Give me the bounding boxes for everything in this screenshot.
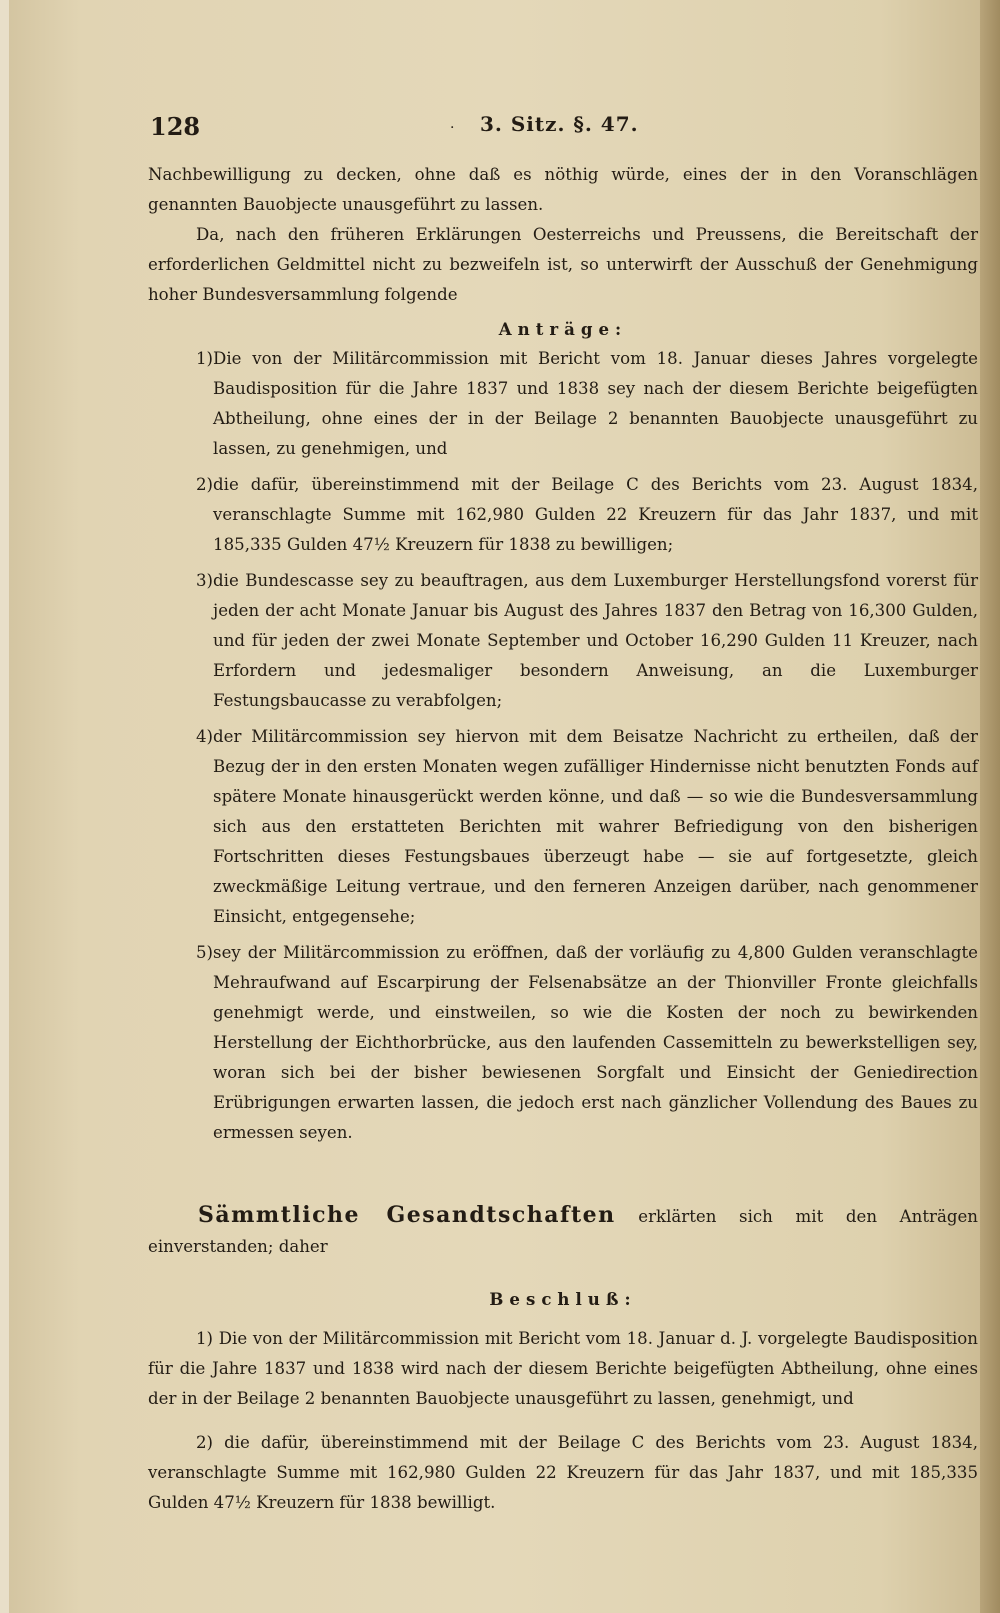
beschluss-item-2	[148, 1428, 978, 1518]
beschluss-number: 2)	[196, 1433, 214, 1452]
page-number: 128	[150, 112, 201, 141]
beschluss-number: 1)	[196, 1329, 214, 1348]
antrag-number: 4)	[196, 727, 214, 746]
antrag-item-1	[148, 344, 978, 464]
antrag-text: Die von der Militärcommission mit Bericht vom 18. Januar dieses Jahres vorgelegte Baudisposition für die Jahre 1837 und 1838 sey nach der diesem Berichte beigefügten Abtheilung, ohne eines der in der Beilage 2 benannten Bauobjecte unausgeführt zu lassen, zu genehmigen, und	[213, 349, 978, 458]
page-header	[150, 112, 850, 152]
antraege-list	[148, 344, 978, 1148]
header-separator: ·	[450, 120, 455, 136]
antrag-text: sey der Militärcommission zu eröffnen, daß der vorläufig zu 4,800 Gulden veranschlagte Mehraufwand auf Escarpirung der Felsenabsätze an der Thionviller Fronte gleichfalls genehmigt werde, und einstweilen, so wie die Kosten der noch zu bewirkenden Herstellung der Eichthorbrücke, aus den laufenden Cassemitteln zu bewerkstelligen sey, woran sich bei der bisher bewiesenen Sorgfalt und Einsicht der Geniedirection Erübrigungen erwarten lassen, die jedoch erst nach gänzlicher Vollendung des Baues zu ermessen seyen.	[213, 943, 978, 1142]
antrag-number: 2)	[196, 475, 214, 494]
antrag-item-5	[148, 938, 978, 1148]
beschluss-item-1	[148, 1324, 978, 1414]
antrag-number: 3)	[196, 571, 214, 590]
running-head: 3. Sitz. §. 47.	[480, 112, 639, 136]
antrag-text: die Bundescasse sey zu beauftragen, aus dem Luxemburger Herstellungsfond vorerst für jeden der acht Monate Januar bis August des Jahres 1837 den Betrag von 16,300 Gulden, und für jeden der zwei Monate September und October 16,290 Gulden 11 Kreuzer, nach Erfordern und jedesmaliger besondern Anweisung, an die Luxemburger Festungsbaucasse zu verabfolgen;	[213, 571, 978, 710]
antrag-text: der Militärcommission sey hiervon mit dem Beisatze Nachricht zu ertheilen, daß der Bezug der in den ersten Monaten wegen zufälliger Hindernisse nicht benutzten Fonds auf spätere Monate hinausgerückt werden könne, und daß — so wie die Bundesversammlung sich aus den erstatteten Berichten mit wahrer Befriedigung von den bisherigen Fortschritten dieses Festungsbaues überzeugt habe — sie auf fortgesetzte, gleich zweckmäßige Leitung vertraue, und den ferneren Anzeigen darüber, nach genommener Einsicht, entgegensehe;	[213, 727, 978, 926]
page-edge-right	[980, 0, 1000, 1613]
antrag-number: 5)	[196, 943, 214, 962]
continuation-text: Nachbewilligung zu decken, ohne daß es nöthig würde, eines der in den Voranschlägen genannten Bauobjecte unausgeführt zu lassen.	[148, 165, 978, 214]
antrag-number: 1)	[196, 349, 214, 368]
antraege-heading: Anträge:	[498, 319, 628, 339]
antrag-text: die dafür, übereinstimmend mit der Beilage C des Berichts vom 23. August 1834, veranschlagte Summe mit 162,980 Gulden 22 Kreuzern für das Jahr 1837, und mit 185,335 Gulden 47½ Kreuzern für 1838 zu bewilligen;	[213, 475, 978, 554]
antrag-item-2	[148, 470, 978, 560]
antrag-item-3	[148, 566, 978, 716]
beschluss-text: die dafür, übereinstimmend mit der Beilage C des Berichts vom 23. August 1834, veranschlagte Summe mit 162,980 Gulden 22 Kreuzern für das Jahr 1837, und mit 185,335 Gulden 47½ Kreuzern für 1838 bewilligt.	[148, 1433, 978, 1512]
intro-paragraph: Da, nach den früheren Erklärungen Oesterreichs und Preussens, die Bereitschaft der erforderlichen Geldmittel nicht zu bezweifeln ist, so unterwirft der Ausschuß der Genehmigung hoher Bundesversammlung folgende	[148, 225, 978, 304]
beschluss-text: Die von der Militärcommission mit Bericht vom 18. Januar d. J. vorgelegte Baudisposition für die Jahre 1837 und 1838 wird nach der diesem Berichte beigefügten Abtheilung, ohne eines der in der Beilage 2 benannten Bauobjecte unausgeführt zu lassen, genehmigt, und	[148, 1329, 978, 1408]
beschluss-heading: Beschluß:	[489, 1289, 637, 1309]
statement-lead: Sämmtliche Gesandtschaften	[198, 1202, 616, 1228]
antrag-item-4	[148, 722, 978, 932]
page-edge-left	[0, 0, 9, 1613]
statement-rest: erklärten sich mit den Anträgen einverstanden; daher	[148, 1207, 978, 1256]
document-body	[148, 160, 978, 1518]
statement-paragraph	[148, 1200, 978, 1262]
